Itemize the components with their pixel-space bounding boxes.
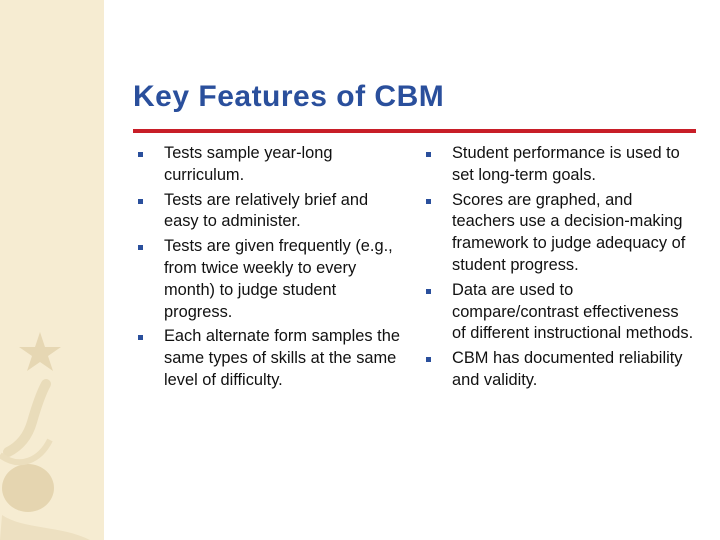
square-bullet-icon bbox=[426, 199, 431, 204]
list-item-text: Each alternate form samples the same types of skills at the same level of difficulty. bbox=[164, 327, 400, 389]
square-bullet-icon bbox=[426, 289, 431, 294]
list-item bbox=[138, 326, 400, 391]
list-item bbox=[426, 348, 696, 392]
square-bullet-icon bbox=[426, 357, 431, 362]
title-underline bbox=[133, 129, 696, 133]
list-item-text: Tests sample year-long curriculum. bbox=[164, 144, 333, 184]
list-item bbox=[426, 280, 696, 345]
list-item bbox=[138, 190, 400, 234]
square-bullet-icon bbox=[426, 152, 431, 157]
right-bullet-list bbox=[426, 143, 696, 395]
reaching-child-illustration bbox=[0, 0, 104, 540]
list-item bbox=[426, 143, 696, 187]
list-item-text: Scores are graphed, and teachers use a decision-making framework to judge adequacy of student progress. bbox=[452, 190, 686, 274]
list-item bbox=[138, 236, 400, 323]
list-item-text: Tests are given frequently (e.g., from twice weekly to every month) to judge student progress. bbox=[164, 237, 393, 321]
list-item bbox=[138, 143, 400, 187]
star-icon bbox=[19, 332, 61, 371]
slide-title: Key Features of CBM bbox=[133, 80, 445, 113]
left-bullet-list bbox=[138, 143, 400, 395]
square-bullet-icon bbox=[138, 245, 143, 250]
list-item-text: CBM has documented reliability and validity. bbox=[452, 349, 683, 389]
list-item-text: Data are used to compare/contrast effectiveness of different instructional methods. bbox=[452, 280, 694, 343]
square-bullet-icon bbox=[138, 152, 143, 157]
list-item bbox=[426, 190, 696, 277]
square-bullet-icon bbox=[138, 335, 143, 340]
list-item-text: Tests are relatively brief and easy to administer. bbox=[164, 190, 369, 231]
list-item-text: Student performance is used to set long-term goals. bbox=[452, 144, 680, 184]
square-bullet-icon bbox=[138, 199, 143, 204]
